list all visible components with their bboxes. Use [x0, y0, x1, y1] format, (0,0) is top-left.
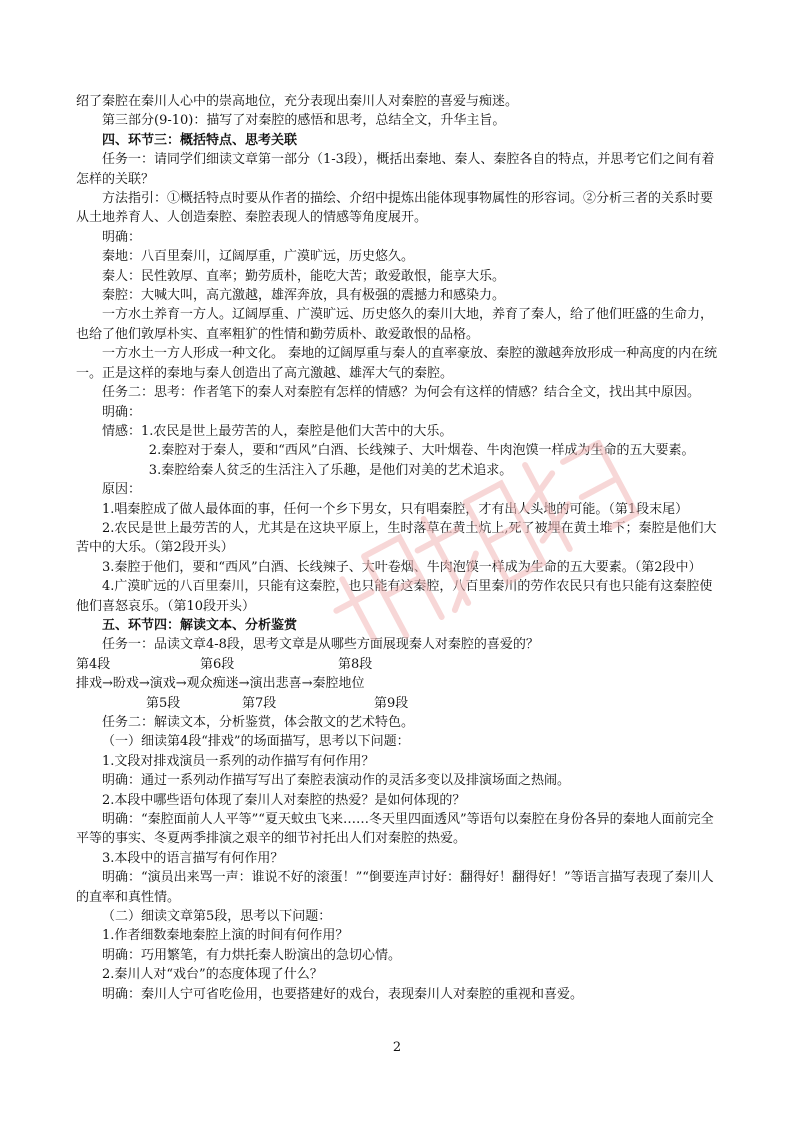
- subsection-heading: （二）细读文章第5段，思考以下问题：: [102, 909, 332, 925]
- paragraph: 秦腔：大喊大叫，高亢激越，雄浑奔放，具有极强的震撼力和感染力。: [102, 288, 506, 304]
- question: 2.本段中哪些语句体现了秦川人对秦腔的热爱？是如何体现的？: [102, 792, 466, 808]
- paragraph: 秦人：民性敦厚、直率；勤劳质朴，能吃大苦；敢爱敢恨，能享大乐。: [102, 268, 506, 284]
- question: 1.文段对排戏演员一系列的动作描写有何作用？: [102, 753, 375, 769]
- section-heading: 五、环节四：解读文本、分析鉴赏: [102, 617, 298, 633]
- flow-chain: 排戏→盼戏→演戏→观众痴迷→演出悲喜→秦腔地位: [76, 676, 365, 692]
- question: 2.秦川人对“戏台”的态度体现了什么？: [102, 967, 323, 983]
- flow-label: 第4段: [76, 656, 111, 672]
- answer: 明确：巧用繁笔，有力烘托秦人盼演出的急切心情。: [102, 947, 402, 963]
- paragraph: 2.秦腔对于秦人，要和“西风”白酒、长线辣子、大叶烟卷、牛肉泡馍一样成为生命的五大要素。: [148, 443, 695, 459]
- paragraph: 一方水土养育一方人。辽阔厚重、广漠旷远、历史悠久的秦川大地，养育了秦人，给了他们旺盛的生命力，也给了他们敦厚朴实、直率粗犷的性情和勤劳质朴、敢爱敢恨的品格。: [76, 307, 714, 342]
- task-paragraph: 任务一：品读文章4-8段，思考文章是从哪些方面展现秦人对秦腔的喜爱的？: [102, 637, 539, 653]
- paragraph: 情感：1.农民是世上最劳苦的人，秦腔是他们大苦中的大乐。: [102, 423, 453, 439]
- paragraph: 3.秦腔给秦人贫乏的生活注入了乐趣，是他们对美的艺术追求。: [148, 462, 513, 478]
- question: 3.本段中的语言描写有何作用？: [102, 850, 284, 866]
- paragraph: 绍了秦腔在秦川人心中的崇高地位，充分表现出秦川人对秦腔的喜爱与痴迷。: [76, 94, 519, 109]
- flow-label: 第8段: [338, 656, 373, 672]
- flow-label: 第6段: [200, 656, 235, 672]
- paragraph: 秦地：八百里秦川，辽阔厚重，广漠旷远，历史悠久。: [102, 249, 415, 265]
- subsection-heading: （一）细读第4段“排戏”的场面描写，思考以下问题：: [102, 734, 410, 750]
- flow-label: 第7段: [242, 695, 277, 711]
- flow-label: 第9段: [374, 695, 409, 711]
- paragraph: 原因：: [102, 482, 142, 498]
- answer: 明确：“演员出来骂一声：谁说不好的滚蛋！”“倒要连声讨好：翻得好！翻得好！”等语言描写表现了秦川人的直率和真性情。: [76, 870, 714, 905]
- paragraph: 4.广漠旷远的八百里秦川，只能有这秦腔，也只能有这秦腔，八百里秦川的劳作农民只有也只能有这秦腔使他们喜怒哀乐。（第10段开头）: [76, 579, 713, 614]
- task-paragraph: 任务二：解读文本，分析鉴赏，体会散文的艺术特色。: [102, 714, 415, 730]
- paragraph: 2.农民是世上最劳苦的人，尤其是在这块平原上，生时落草在黄土炕上,死了被埋在黄土堆下；秦腔是他们大苦中的大乐。（第2段开头）: [76, 520, 717, 556]
- paragraph: 3.秦腔于他们，要和“西风”白酒、长线辣子、大叶卷烟、牛肉泡馍一样成为生命的五大要素。（第2段中）: [102, 559, 702, 575]
- answer-label: 明确：: [102, 404, 142, 420]
- answer-label: 明确：: [102, 229, 142, 245]
- paragraph: 1.唱秦腔成了做人最体面的事，任何一个乡下男女，只有唱秦腔，才有出人头地的可能。（第1段末尾）: [102, 501, 689, 517]
- method-paragraph: 方法指引：①概括特点时要从作者的描绘、介绍中提炼出能体现事物属性的形容词。②分析三者的关系时要从土地养育人、人创造秦腔、秦腔表现人的情感等角度展开。: [76, 191, 714, 226]
- flow-bottom-labels: [76, 694, 721, 713]
- task-paragraph: 任务二：思考：作者笔下的秦人对秦腔有怎样的情感？为何会有这样的情感？结合全文，找出其中原因。: [102, 385, 701, 401]
- task-paragraph: 任务一：请同学们细读文章第一部分（1-3段），概括出秦地、秦人、秦腔各自的特点，并思考它们之间有着怎样的关联？: [76, 152, 715, 187]
- paragraph: 一方水土一方人形成一种文化。 秦地的辽阔厚重与秦人的直率豪放、秦腔的激越奔放形成一种高度的内在统一。正是这样的秦地与秦人创造出了高亢激越、雄浑大气的秦腔。: [76, 346, 718, 381]
- section-heading: 四、环节三：概括特点、思考关联: [102, 132, 298, 148]
- paragraph: 第三部分(9-10)：描写了对秦腔的感悟和思考，总结全文，升华主旨。: [102, 113, 506, 129]
- answer: 明确：秦川人宁可省吃俭用，也要搭建好的戏台，表现秦川人对秦腔的重视和喜爱。: [102, 986, 584, 1002]
- document-body: [76, 92, 721, 1004]
- question: 1.作者细数秦地秦腔上演的时间有何作用？: [102, 928, 349, 944]
- answer: 明确：“秦腔面前人人平等”“夏天蚊虫飞来……冬天里四面透风”等语句以秦腔在身份各异的秦地人面前完全平等的事实、冬夏两季排演之艰辛的细节衬托出人们对秦腔的热爱。: [76, 812, 714, 847]
- answer: 明确：通过一系列动作描写写出了秦腔表演动作的灵活多变以及排演场面之热闹。: [102, 773, 571, 789]
- flow-top-labels: [76, 655, 721, 674]
- flow-label: 第5段: [146, 695, 181, 711]
- page-number: 2: [392, 1040, 402, 1055]
